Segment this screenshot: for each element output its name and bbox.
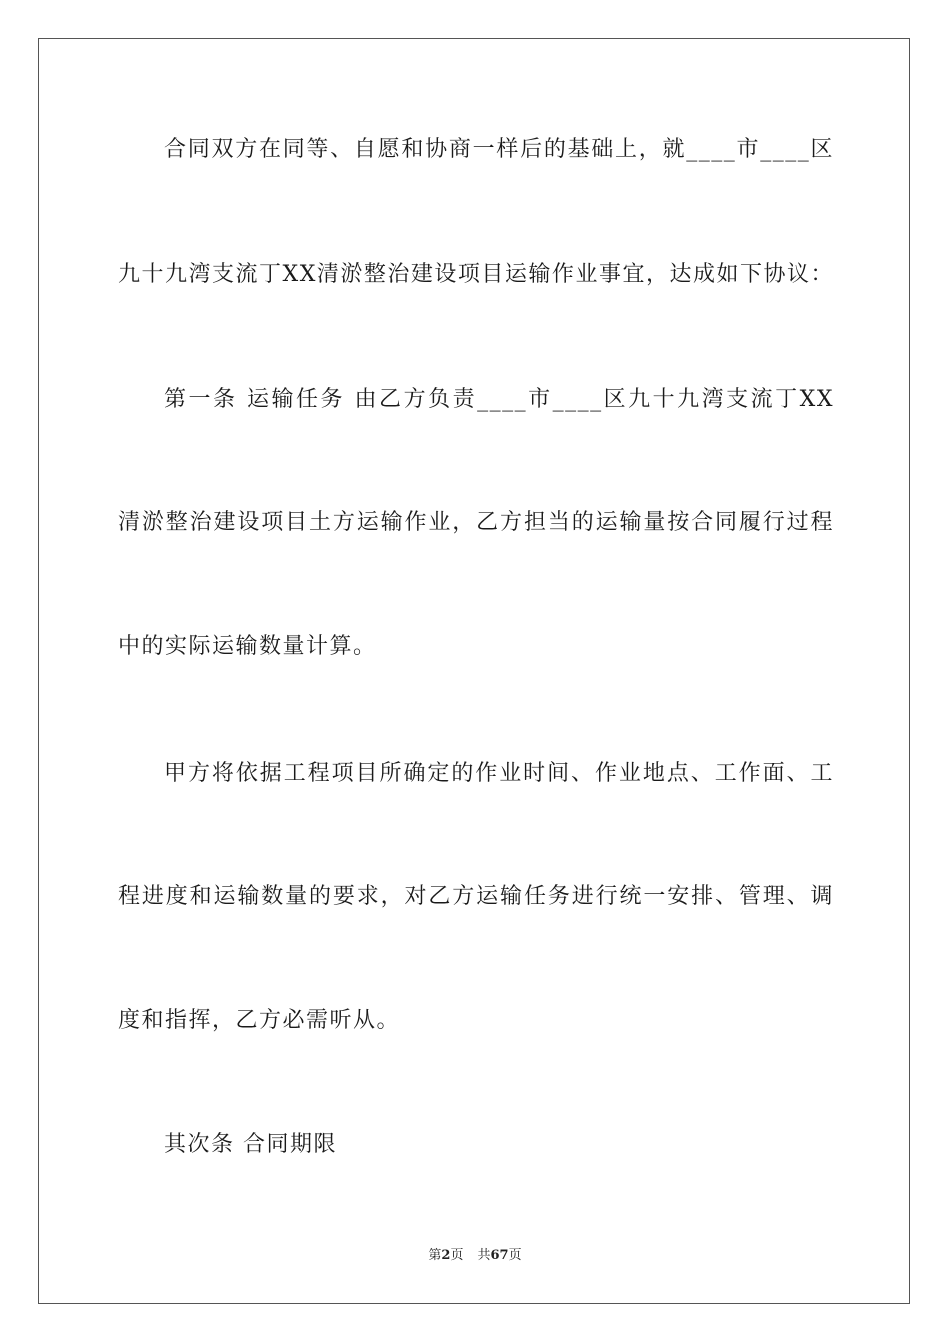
paragraph-line: 甲方将依据工程项目所确定的作业时间、作业地点、工作面、工 [164, 761, 834, 786]
footer-page-number: 2 [441, 1248, 451, 1263]
footer-page-suffix: 页 [450, 1248, 464, 1263]
paragraph-line: 九十九湾支流丁XX清淤整治建设项目运输作业事宜，达成如下协议： [118, 262, 834, 287]
paragraph-line: 合同双方在同等、自愿和协商一样后的基础上，就____市____区 [164, 137, 834, 162]
page-frame [38, 38, 910, 1304]
paragraph-line: 中的实际运输数量计算。 [118, 634, 377, 659]
footer-page-prefix: 第 [428, 1248, 442, 1263]
footer-total-pages: 67 [490, 1248, 509, 1263]
paragraph-line: 清淤整治建设项目土方运输作业，乙方担当的运输量按合同履行过程 [118, 510, 834, 535]
paragraph-line: 程进度和运输数量的要求，对乙方运输任务进行统一安排、管理、调 [118, 884, 834, 909]
section-heading: 其次条 合同期限 [164, 1132, 337, 1157]
page-footer [0, 1247, 950, 1265]
footer-total-suffix: 页 [508, 1248, 522, 1263]
footer-total-prefix: 共 [477, 1248, 491, 1263]
paragraph-line: 第一条 运输任务 由乙方负责____市____区九十九湾支流丁XX [164, 387, 834, 412]
paragraph-line: 度和指挥，乙方必需听从。 [118, 1008, 401, 1033]
